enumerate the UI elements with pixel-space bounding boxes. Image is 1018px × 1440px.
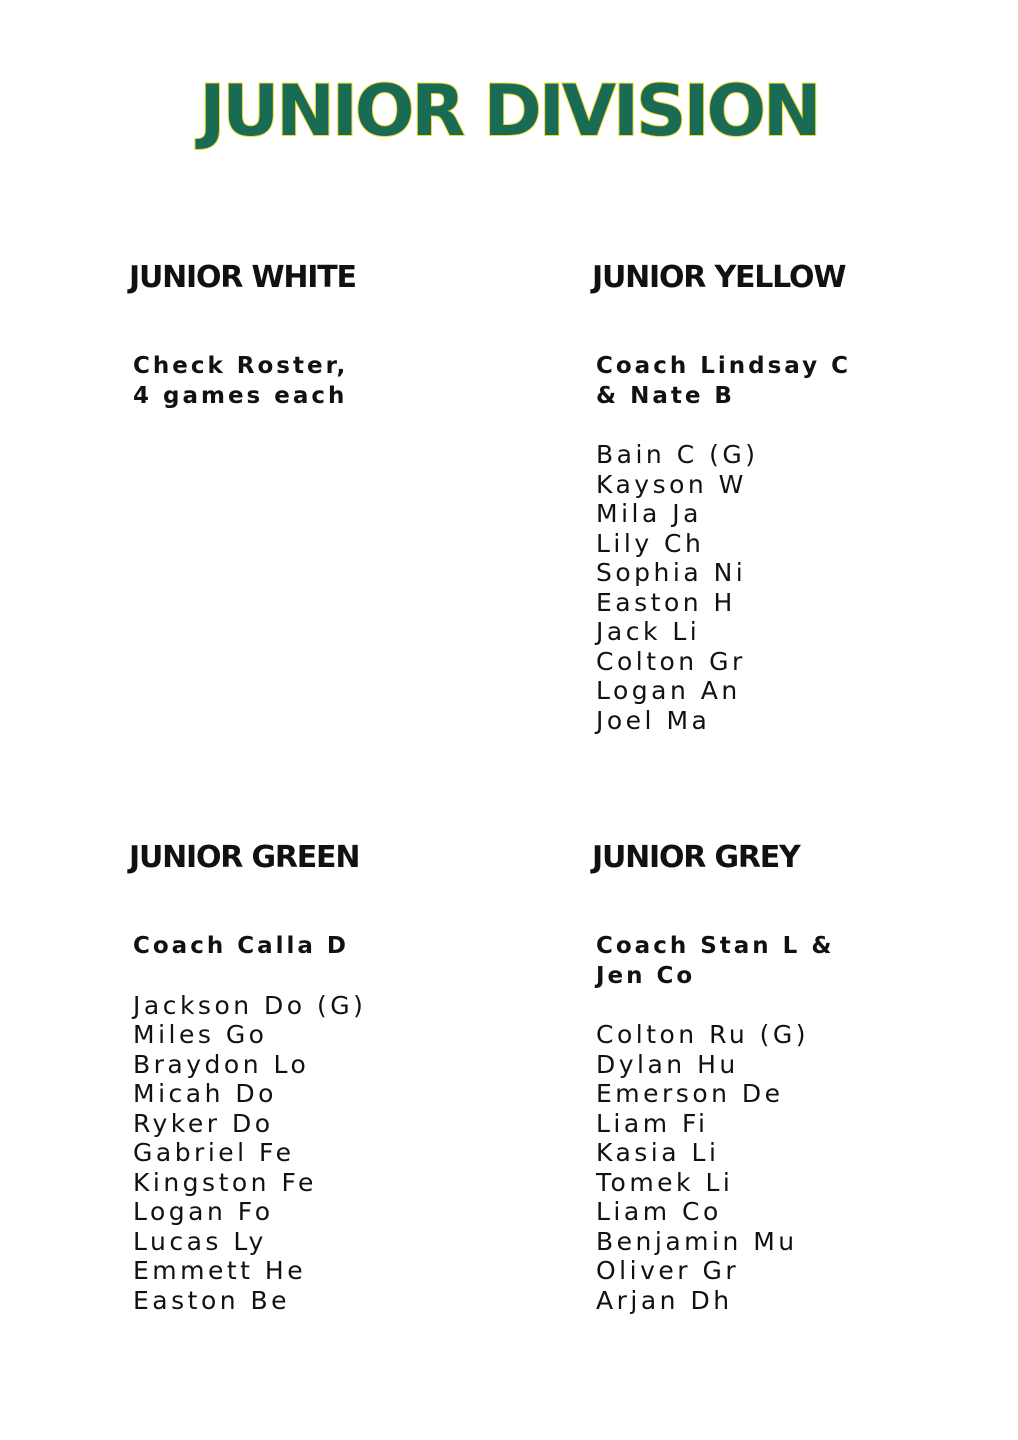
player-name: Micah Do [133,1079,277,1108]
player-name: Kasia Li [596,1138,720,1167]
coach-info: Coach Calla D [133,933,350,959]
team-name: JUNIOR YELLOW [592,260,846,295]
player-name: Liam Co [596,1197,722,1226]
player-name: Kayson W [596,469,747,499]
player-name: Easton Be [133,1285,291,1315]
player-name: Kingston Fe [133,1167,317,1197]
player-name: Arjan Dh [596,1285,733,1315]
player-name: Braydon Lo [133,1049,310,1079]
player-name: Gabriel Fe [133,1138,295,1167]
player-name: Colton Gr [596,646,746,676]
coach-info: Check Roster, 4 games each [133,353,349,409]
page-title: JUNIOR DIVISION [199,70,819,152]
team-junior-grey [592,838,1012,1315]
team-name: JUNIOR GREY [592,840,800,875]
player-name: Joel Ma [596,705,711,735]
player-name: Jack Li [596,617,701,646]
player-name: Sophia Ni [596,558,747,587]
player-name: Miles Go [133,1020,268,1049]
player-list [596,440,1012,735]
player-name: Easton H [596,587,736,617]
player-name: Ryker Do [133,1108,274,1138]
team-junior-yellow [592,258,1012,735]
team-name: JUNIOR WHITE [129,260,356,295]
coach-info: Coach Stan L & Jen Co [596,933,835,989]
player-name: Tomek Li [596,1167,734,1197]
player-name: Logan An [596,676,741,705]
player-name: Jackson Do (G) [133,990,367,1020]
player-name: Bain C (G) [596,440,759,469]
player-name: Emerson De [596,1079,784,1108]
player-name: Lucas Ly [133,1226,267,1256]
team-junior-white [129,258,549,440]
player-list [133,991,549,1316]
player-name: Colton Ru (G) [596,1020,810,1049]
team-name: JUNIOR GREEN [129,840,360,875]
player-name: Emmett He [133,1256,307,1285]
player-name: Lily Ch [596,528,705,558]
player-name: Liam Fi [596,1108,709,1138]
player-name: Oliver Gr [596,1256,740,1285]
player-name: Dylan Hu [596,1049,739,1079]
coach-info: Coach Lindsay C & Nate B [596,353,851,409]
player-name: Benjamin Mu [596,1226,798,1256]
team-junior-green [129,838,549,1315]
player-name: Mila Ja [596,499,702,528]
player-list [596,1020,1012,1315]
player-name: Logan Fo [133,1197,274,1226]
